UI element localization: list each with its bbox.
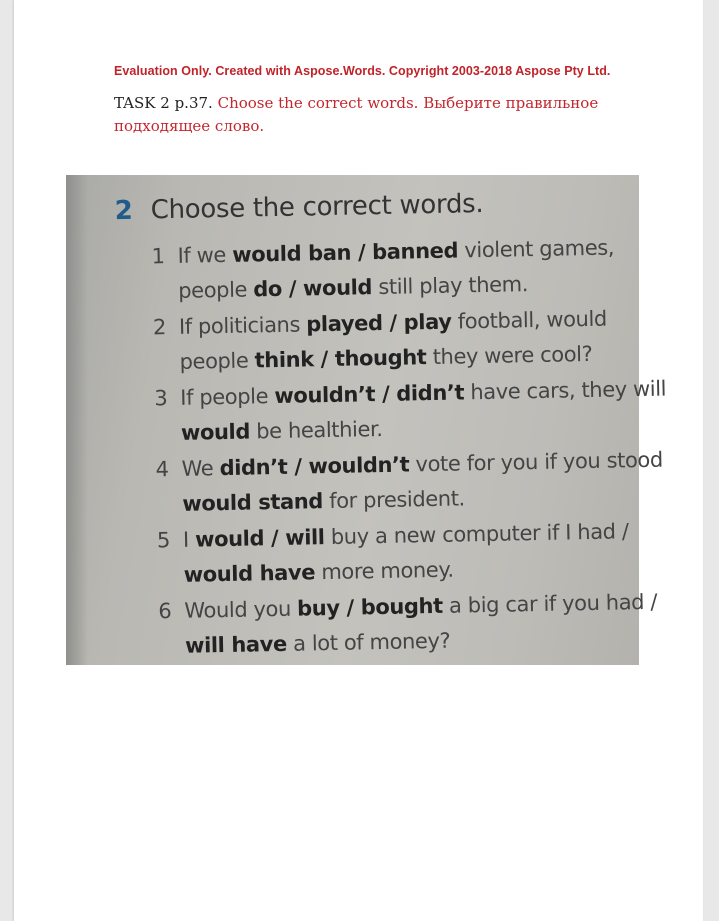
item-text: If people xyxy=(180,384,275,410)
item-text: a big car if you had / xyxy=(442,589,658,618)
item-text: vote for you if you stood xyxy=(409,447,664,477)
item-number: 1 xyxy=(151,244,165,269)
item-text: violent games, xyxy=(457,235,615,263)
exercise-item xyxy=(157,513,718,594)
item-text: If we xyxy=(177,242,233,268)
item-text: I xyxy=(182,527,196,552)
textbook-photo xyxy=(66,175,667,665)
exercise-item xyxy=(158,584,719,665)
item-text: be healthier. xyxy=(249,416,383,444)
exercise-item xyxy=(153,300,714,381)
item-text: more money. xyxy=(314,557,454,585)
item-line-2 xyxy=(159,619,719,665)
item-text: people xyxy=(178,277,254,303)
task-label: TASK 2 p.37. xyxy=(114,94,213,112)
item-number: 3 xyxy=(154,386,168,411)
choice-words: didn’t / wouldn’t xyxy=(219,452,410,481)
item-text: they were cool? xyxy=(426,341,593,370)
item-number: 4 xyxy=(155,457,169,482)
document-page xyxy=(14,0,703,921)
choice-words: buy / bought xyxy=(296,593,443,621)
choice-words: will have xyxy=(184,631,288,658)
choice-words: do / would xyxy=(253,275,373,302)
item-text: a lot of money? xyxy=(286,628,451,656)
item-number: 2 xyxy=(152,315,167,340)
item-text: We xyxy=(181,456,220,481)
exercise-title: Choose the correct words. xyxy=(150,188,484,226)
choice-words: would / will xyxy=(194,525,325,552)
item-number: 5 xyxy=(156,528,171,553)
choice-words: wouldn’t / didn’t xyxy=(274,380,465,409)
item-text: buy a new computer if I had / xyxy=(324,519,629,550)
item-number: 6 xyxy=(158,599,172,624)
item-text: have cars, they will xyxy=(463,376,667,405)
choice-words: would xyxy=(180,419,251,445)
evaluation-watermark: Evaluation Only. Created with Aspose.Words. Copyright 2003-2018 Aspose Pty Ltd. xyxy=(114,64,611,78)
choice-words: played / play xyxy=(306,309,452,337)
item-text: If politicians xyxy=(178,312,307,339)
exercise-item xyxy=(151,229,712,310)
task-instruction: Choose the correct words. Выберите правильное подходящее слово. xyxy=(114,94,599,135)
item-text: Would you xyxy=(184,596,298,623)
task-heading xyxy=(114,92,634,138)
exercise-item xyxy=(154,371,715,452)
exercise-item xyxy=(155,442,716,523)
choice-words: would ban / banned xyxy=(231,238,459,267)
item-text: people xyxy=(179,348,255,374)
item-text: still play them. xyxy=(371,272,529,300)
choice-words: would stand xyxy=(182,489,324,516)
item-text: football, would xyxy=(451,306,608,334)
choice-words: think / thought xyxy=(254,345,427,373)
textbook-exercise xyxy=(66,163,715,665)
item-text: for president. xyxy=(322,486,466,514)
choice-words: would have xyxy=(183,560,316,587)
exercise-number: 2 xyxy=(114,195,134,227)
